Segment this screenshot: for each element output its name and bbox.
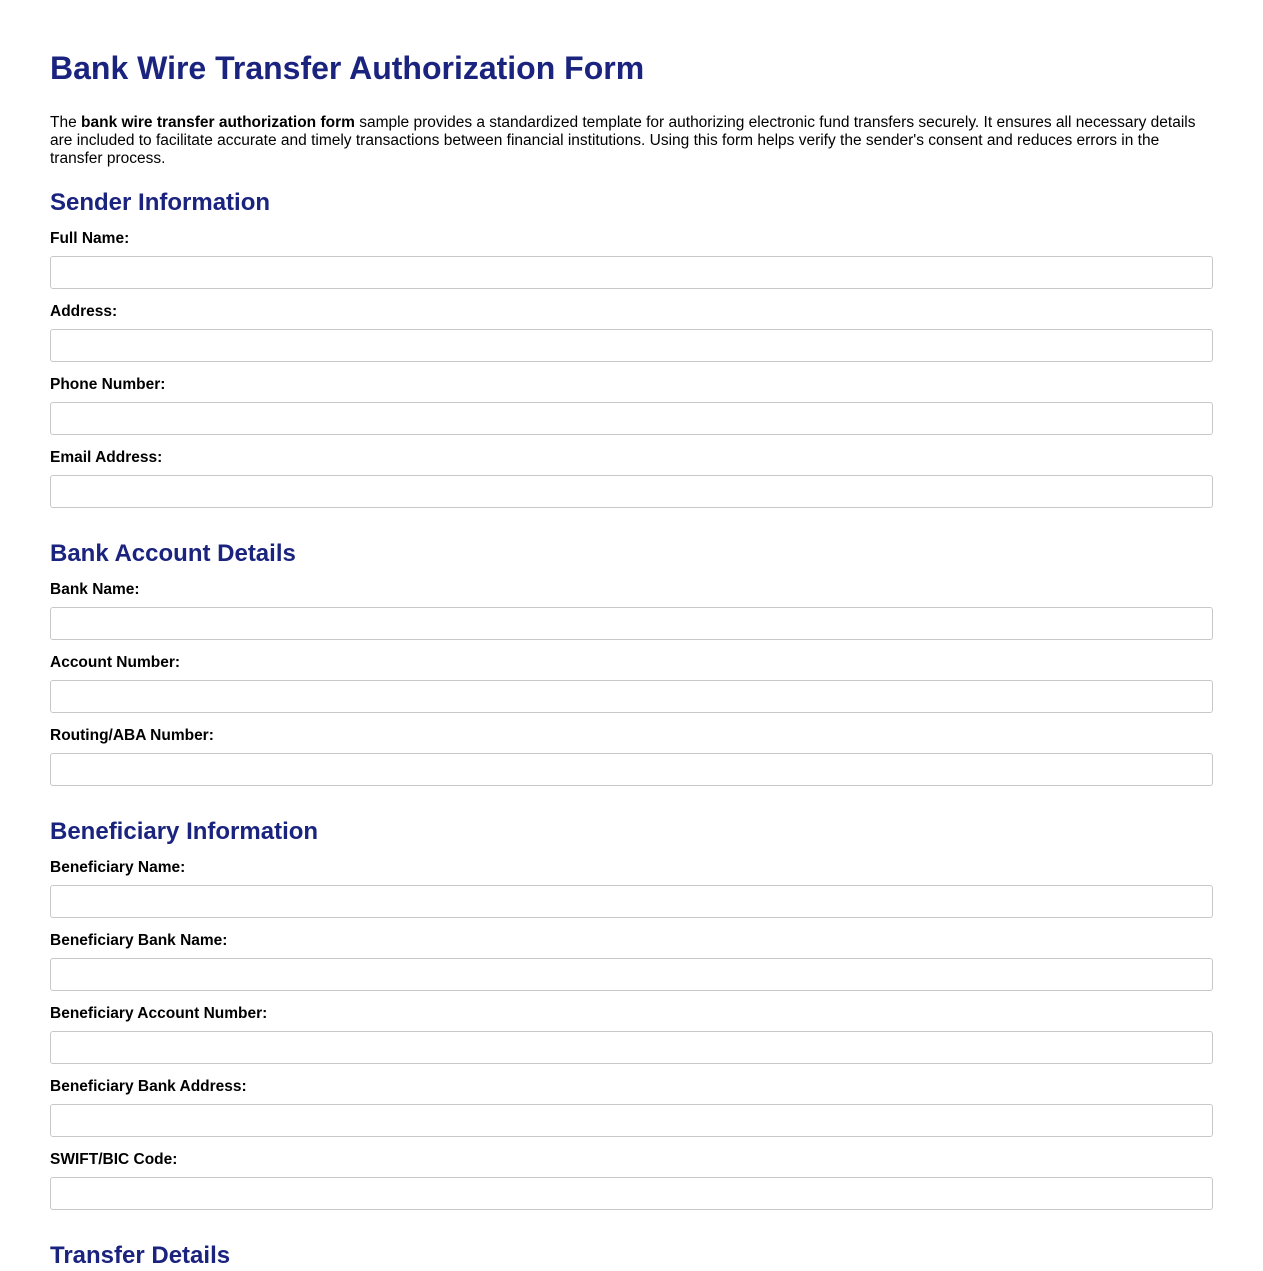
full-name-label: Full Name: (50, 230, 130, 247)
routing-number-input[interactable] (50, 753, 1213, 786)
transfer-details-heading: Transfer Details (50, 1242, 231, 1269)
sender-information-section (50, 188, 1213, 508)
bank-account-details-section (50, 539, 1213, 786)
sender-information-heading: Sender Information (50, 189, 271, 216)
beneficiary-name-label: Beneficiary Name: (50, 859, 186, 876)
bank-account-details-heading: Bank Account Details (50, 540, 296, 567)
full-name-field-group (50, 230, 1213, 289)
routing-number-field-group (50, 727, 1213, 786)
phone-number-field-group (50, 376, 1213, 435)
beneficiary-information-section (50, 817, 1213, 1210)
beneficiary-bank-address-input[interactable] (50, 1104, 1213, 1137)
beneficiary-bank-address-field-group (50, 1078, 1213, 1137)
email-address-label: Email Address: (50, 449, 163, 466)
phone-number-input[interactable] (50, 402, 1213, 435)
beneficiary-name-input[interactable] (50, 885, 1213, 918)
beneficiary-bank-name-field-group (50, 932, 1213, 991)
address-field-group (50, 303, 1213, 362)
email-address-field-group (50, 449, 1213, 508)
transfer-details-section (50, 1241, 1213, 1271)
swift-bic-code-label: SWIFT/BIC Code: (50, 1151, 178, 1168)
beneficiary-bank-address-label: Beneficiary Bank Address: (50, 1078, 247, 1095)
full-name-input[interactable] (50, 256, 1213, 289)
swift-bic-code-field-group (50, 1151, 1213, 1210)
bank-name-field-group (50, 581, 1213, 640)
swift-bic-code-input[interactable] (50, 1177, 1213, 1210)
account-number-label: Account Number: (50, 654, 181, 671)
phone-number-label: Phone Number: (50, 376, 166, 393)
page-title: Bank Wire Transfer Authorization Form (50, 50, 645, 86)
address-input[interactable] (50, 329, 1213, 362)
beneficiary-bank-name-label: Beneficiary Bank Name: (50, 932, 228, 949)
bank-name-input[interactable] (50, 607, 1213, 640)
beneficiary-account-number-label: Beneficiary Account Number: (50, 1005, 268, 1022)
beneficiary-bank-name-input[interactable] (50, 958, 1213, 991)
beneficiary-account-number-input[interactable] (50, 1031, 1213, 1064)
intro-prefix: The (50, 114, 82, 131)
routing-number-label: Routing/ABA Number: (50, 727, 214, 744)
beneficiary-name-field-group (50, 859, 1213, 918)
beneficiary-account-number-field-group (50, 1005, 1213, 1064)
account-number-input[interactable] (50, 680, 1213, 713)
bank-name-label: Bank Name: (50, 581, 140, 598)
email-address-input[interactable] (50, 475, 1213, 508)
intro-suffix: sample provides a standardized template for authorizing electronic fund transfers securely. It ensures all necessary details are included to facilitate accurate and timely transactions between financial institutions. Using this form helps verify the sender's consent and reduces errors in the transfer process. (50, 114, 1196, 167)
account-number-field-group (50, 654, 1213, 713)
intro-paragraph (50, 114, 1213, 168)
intro-bold-term: bank wire transfer authorization form (81, 114, 355, 131)
beneficiary-information-heading: Beneficiary Information (50, 818, 319, 845)
address-label: Address: (50, 303, 118, 320)
